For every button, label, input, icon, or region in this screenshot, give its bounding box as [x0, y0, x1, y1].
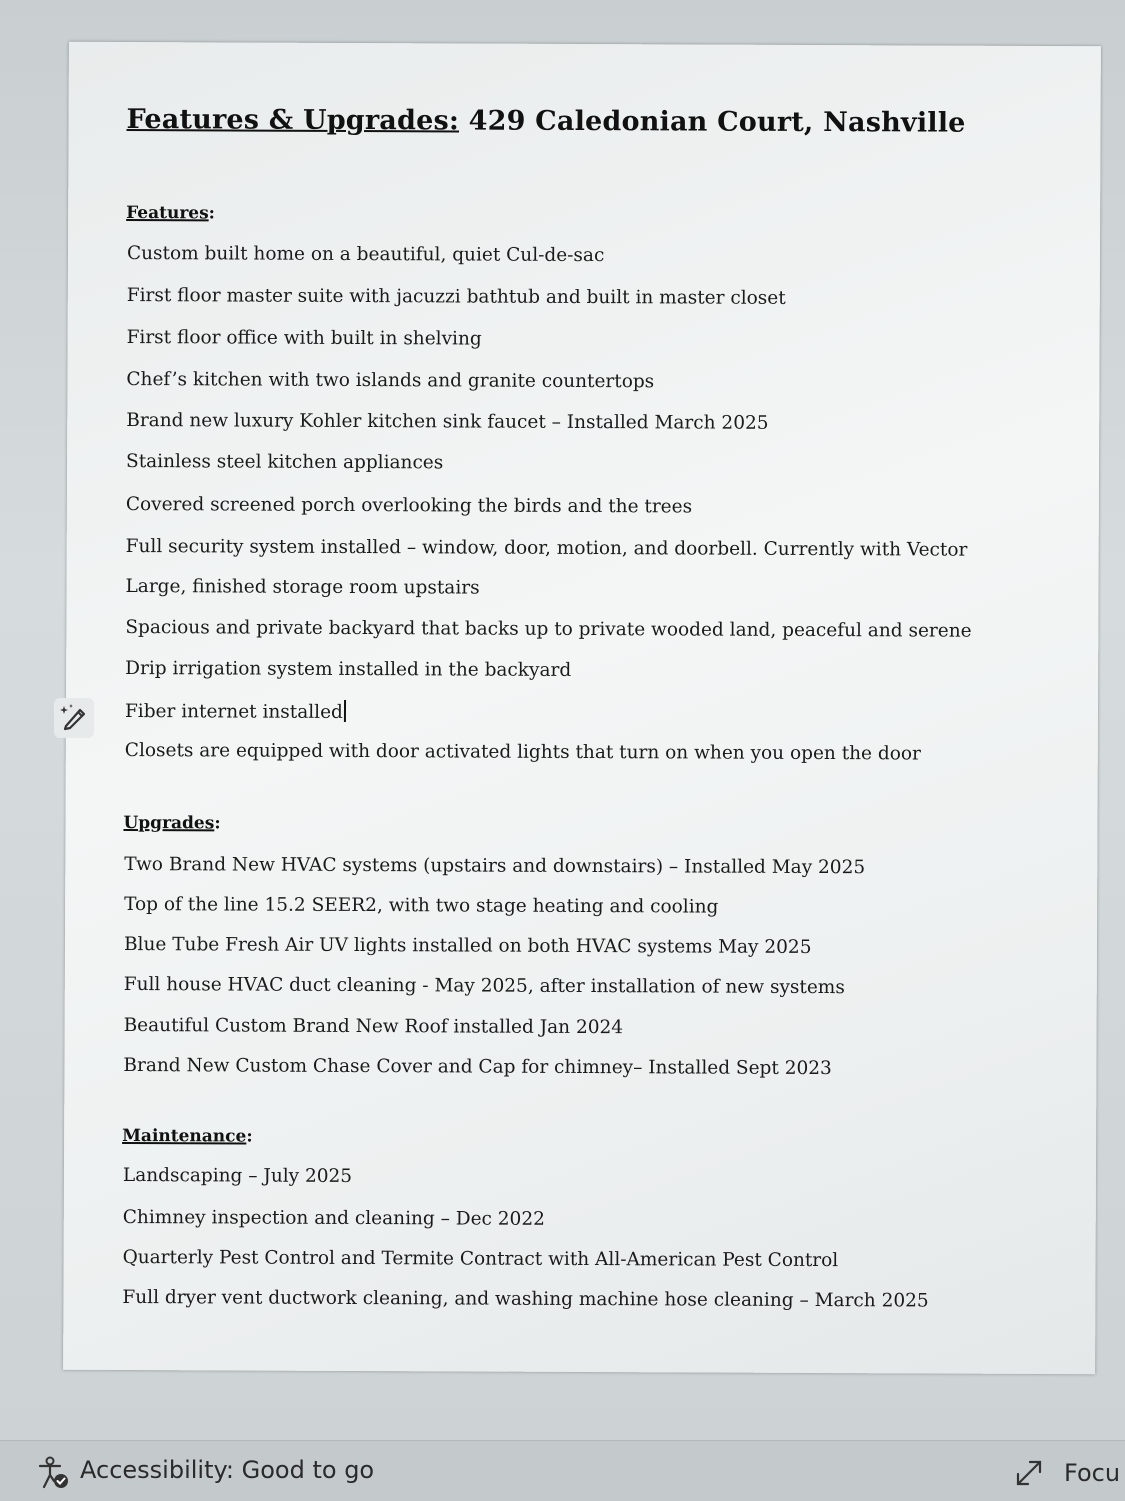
document-title [126, 104, 965, 139]
document-page[interactable] [63, 42, 1101, 1374]
document-title-underlined: Features & Upgrades: [126, 104, 460, 137]
features-heading [126, 203, 215, 223]
focus-mode-button[interactable]: Focu [1064, 1459, 1121, 1487]
upgrade-item: Top of the line 15.2 SEER2, with two stage heating and cooling [124, 894, 719, 918]
heading-colon: : [208, 203, 216, 224]
feature-item: Large, finished storage room upstairs [125, 576, 480, 599]
feature-item: Brand new luxury Kohler kitchen sink faucet – Installed March 2025 [126, 410, 769, 434]
feature-item: Covered screened porch overlooking the birds and the trees [125, 494, 693, 518]
document-title-address: 429 Caledonian Court, Nashville [458, 105, 966, 139]
feature-item-text: Fiber internet installed [124, 701, 343, 723]
heading-colon: : [246, 1126, 253, 1147]
upgrade-item: Beautiful Custom Brand New Roof installed Jan 2024 [123, 1015, 624, 1039]
maintenance-item: Full dryer vent ductwork cleaning, and washing machine hose cleaning – March 2025 [122, 1287, 929, 1312]
feature-item: Custom built home on a beautiful, quiet Cul-de-sac [126, 243, 605, 267]
feature-item: First floor office with built in shelving [126, 327, 482, 350]
feature-item-with-caret[interactable] [125, 699, 346, 723]
feature-item: Full security system installed – window, door, motion, and doorbell. Currently with Vector [125, 536, 968, 561]
accessibility-check-icon[interactable] [36, 1455, 72, 1491]
feature-item: Spacious and private backyard that backs up to private wooded land, peaceful and serene [125, 617, 972, 642]
text-cursor [344, 700, 346, 722]
upgrade-item: Two Brand New HVAC systems (upstairs and downstairs) – Installed May 2025 [124, 854, 866, 879]
maintenance-item: Landscaping – July 2025 [122, 1165, 353, 1188]
accessibility-status[interactable]: Accessibility: Good to go [80, 1456, 375, 1484]
feature-item: First floor master suite with jacuzzi bathtub and built in master closet [126, 285, 786, 309]
feature-item: Drip irrigation system installed in the backyard [125, 658, 572, 681]
upgrades-heading [123, 813, 220, 833]
feature-item: Stainless steel kitchen appliances [126, 451, 444, 474]
heading-colon: : [214, 813, 221, 834]
status-bar [0, 1440, 1125, 1501]
features-heading-text: Features [126, 203, 209, 224]
maintenance-heading-text: Maintenance [122, 1125, 247, 1147]
maintenance-heading [122, 1126, 253, 1147]
feature-item: Chef’s kitchen with two islands and granite countertops [126, 369, 655, 393]
focus-expand-icon[interactable] [1014, 1458, 1044, 1488]
upgrade-item: Full house HVAC duct cleaning - May 2025, after installation of new systems [123, 974, 845, 999]
upgrade-item: Brand New Custom Chase Cover and Cap for chimney– Installed Sept 2023 [123, 1055, 832, 1080]
ai-rewrite-pen-icon[interactable] [54, 698, 94, 738]
upgrade-item: Blue Tube Fresh Air UV lights installed on both HVAC systems May 2025 [123, 934, 812, 959]
feature-item: Closets are equipped with door activated lights that turn on when you open the door [124, 740, 921, 765]
maintenance-item: Chimney inspection and cleaning – Dec 2022 [122, 1207, 545, 1230]
maintenance-item: Quarterly Pest Control and Termite Contract with All-American Pest Control [122, 1247, 839, 1272]
upgrades-heading-text: Upgrades [123, 813, 215, 834]
